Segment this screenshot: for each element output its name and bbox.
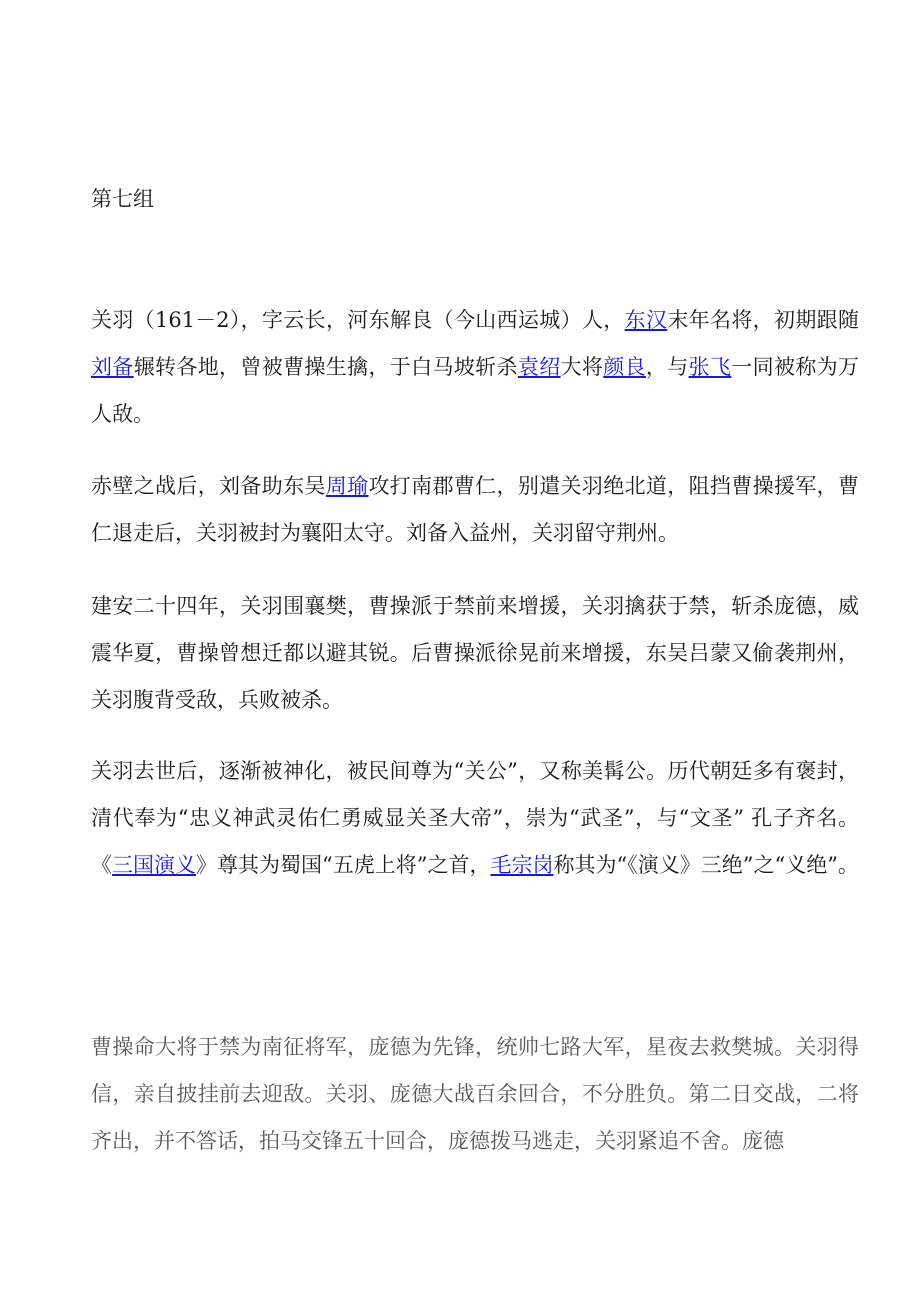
text-segment: 末年名将，初期跟随 <box>667 308 859 332</box>
link-yuanshao[interactable]: 袁绍 <box>517 355 561 379</box>
text-segment: 建安二十四年，关羽围襄樊，曹操派于禁前来增援，关羽擒获于禁，斩杀庞德，威震华夏，曹操曾想迁都以避其锐。后曹操派徐晃前来增援，东吴吕蒙又偷袭荆州，关羽腹背受敌，兵败被杀。 <box>91 594 859 712</box>
group-heading: 第七组 <box>91 187 154 211</box>
text-segment: 关羽去世后，逐渐被神化，被民间尊为“关公”，又称美髯公。历代朝廷多有褒封，清代奉为“忠义神武灵佑仁勇威显关圣大帝”，崇为“武圣”，与“文圣” 孔子齐名。《 <box>91 759 859 877</box>
paragraph-story <box>91 1024 859 1165</box>
paragraph-chibi <box>91 463 859 557</box>
paragraph-biography <box>91 297 859 438</box>
link-liubei[interactable]: 刘备 <box>91 355 134 379</box>
text-segment: 》尊其为蜀国“五虎上将”之首， <box>196 853 491 877</box>
link-donghan[interactable]: 东汉 <box>624 308 668 332</box>
paragraph-xiangfan <box>91 583 859 724</box>
text-segment: 大将 <box>560 355 604 379</box>
link-yanliang[interactable]: 颜良 <box>603 355 646 379</box>
paragraph-legacy <box>91 748 859 889</box>
link-maozonggang[interactable]: 毛宗岗 <box>490 853 554 877</box>
text-segment: 曹操命大将于禁为南征将军，庞德为先锋，统帅七路大军，星夜去救樊城。关羽得信，亲自披挂前去迎敌。关羽、庞德大战百余回合，不分胜负。第二日交战，二将齐出，并不答话，拍马交锋五十回合，庞德拨马逃走，关羽紧追不舍。庞德 <box>91 1035 859 1153</box>
text-segment: 赤壁之战后，刘备助东吴 <box>91 474 326 498</box>
text-segment: 攻打南郡曹仁，别遣关羽绝北道，阻挡曹操援军，曹仁退走后，关羽被封为襄阳太守。刘备入益州，关羽留守荆州。 <box>91 474 860 545</box>
text-segment: 一同被称为万人敌。 <box>91 355 860 426</box>
text-segment: 辗转各地，曾被曹操生擒，于白马坡斩杀 <box>133 355 518 379</box>
link-zhouyu[interactable]: 周瑜 <box>325 474 369 498</box>
text-segment: 关羽（161－2），字云长，河东解良（今山西运城）人， <box>91 308 625 332</box>
link-zhangfei[interactable]: 张飞 <box>688 355 732 379</box>
text-segment: 称其为“《演义》三绝”之“义绝”。 <box>553 853 859 877</box>
text-segment: ，与 <box>645 355 689 379</box>
link-sanguoyanyi[interactable]: 三国演义 <box>112 853 196 877</box>
